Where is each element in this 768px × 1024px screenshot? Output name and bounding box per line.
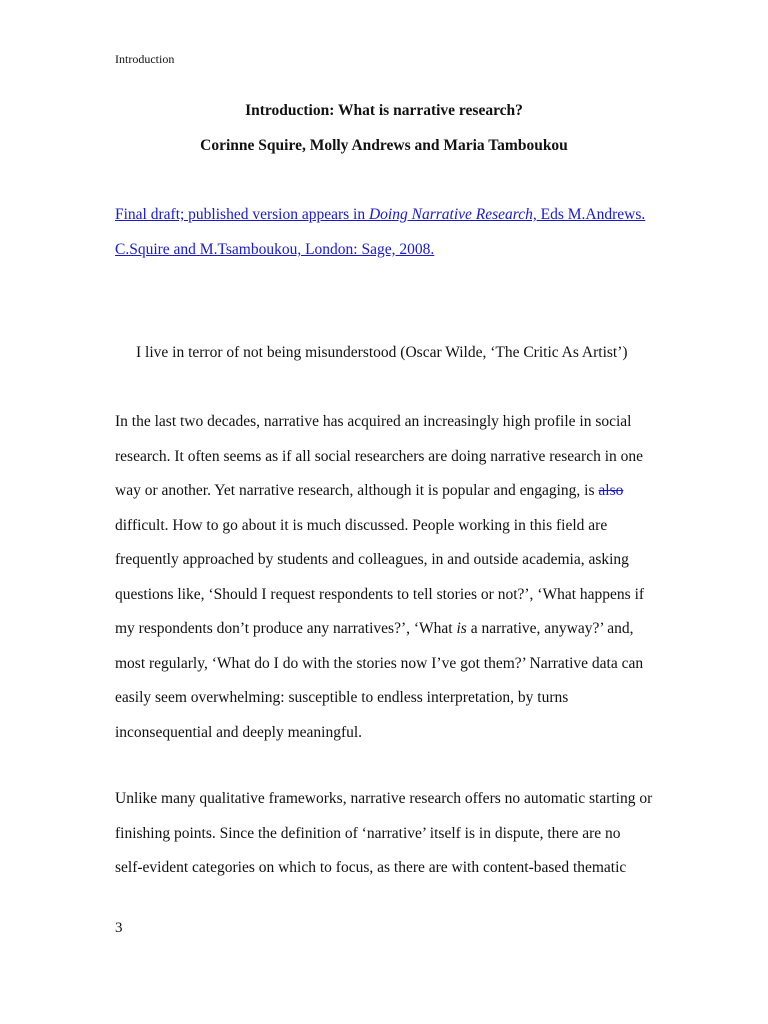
publication-note-suffix: Eds M.Andrews. [536, 206, 646, 223]
page-number: 3 [115, 920, 123, 936]
emphasis-word: is [456, 620, 467, 637]
epigraph: I live in terror of not being misunderstood (Oscar Wilde, ‘The Critic As Artist’) [136, 344, 628, 361]
running-header: Introduction [115, 52, 175, 66]
paragraph-line: finishing points. Since the definition of ‘narrative’ itself is in dispute, there are no [115, 824, 621, 842]
body-paragraph-2 [115, 782, 675, 886]
paragraph-line: research. It often seems as if all social researchers are doing narrative research in one [115, 447, 644, 465]
publication-note-line-2[interactable]: C.Squire and M.Tsamboukou, London: Sage, 2008. [115, 241, 435, 258]
paragraph-line [115, 612, 675, 647]
document-title: Introduction: What is narrative research? [245, 102, 523, 119]
paragraph-line: inconsequential and deeply meaningful. [115, 723, 363, 741]
paragraph-line: self-evident categories on which to focus, as there are with content-based thematic [115, 859, 627, 876]
paragraph-line: questions like, ‘Should I request respondents to tell stories or not?’, ‘What happens if [115, 585, 645, 603]
body-paragraph-1 [115, 405, 675, 750]
paragraph-line: Unlike many qualitative frameworks, narrative research offers no automatic starting or [115, 790, 653, 807]
paragraph-line: difficult. How to go about it is much discussed. People working in this field are [115, 516, 608, 534]
paragraph-line: frequently approached by students and colleagues, in and outside academia, asking [115, 551, 629, 568]
paragraph-line: In the last two decades, narrative has acquired an increasingly high profile in social [115, 413, 632, 430]
publication-note-line-1[interactable] [115, 206, 645, 224]
struck-word: also [598, 482, 624, 499]
document-authors: Corinne Squire, Molly Andrews and Maria Tamboukou [200, 137, 568, 154]
line-text: my respondents don’t produce any narratives?’, ‘What [115, 620, 457, 637]
publication-book-title: Doing Narrative Research, [368, 206, 537, 223]
paragraph-line: most regularly, ‘What do I do with the stories now I’ve got them?’ Narrative data can [115, 654, 644, 672]
line-text: way or another. Yet narrative research, although it is popular and engaging, is [115, 482, 599, 499]
line-text: a narrative, anyway?’ and, [466, 620, 634, 637]
publication-note-prefix: Final draft; published version appears in [115, 206, 369, 223]
paragraph-line [115, 474, 675, 509]
paragraph-line: easily seem overwhelming: susceptible to endless interpretation, by turns [115, 689, 569, 706]
